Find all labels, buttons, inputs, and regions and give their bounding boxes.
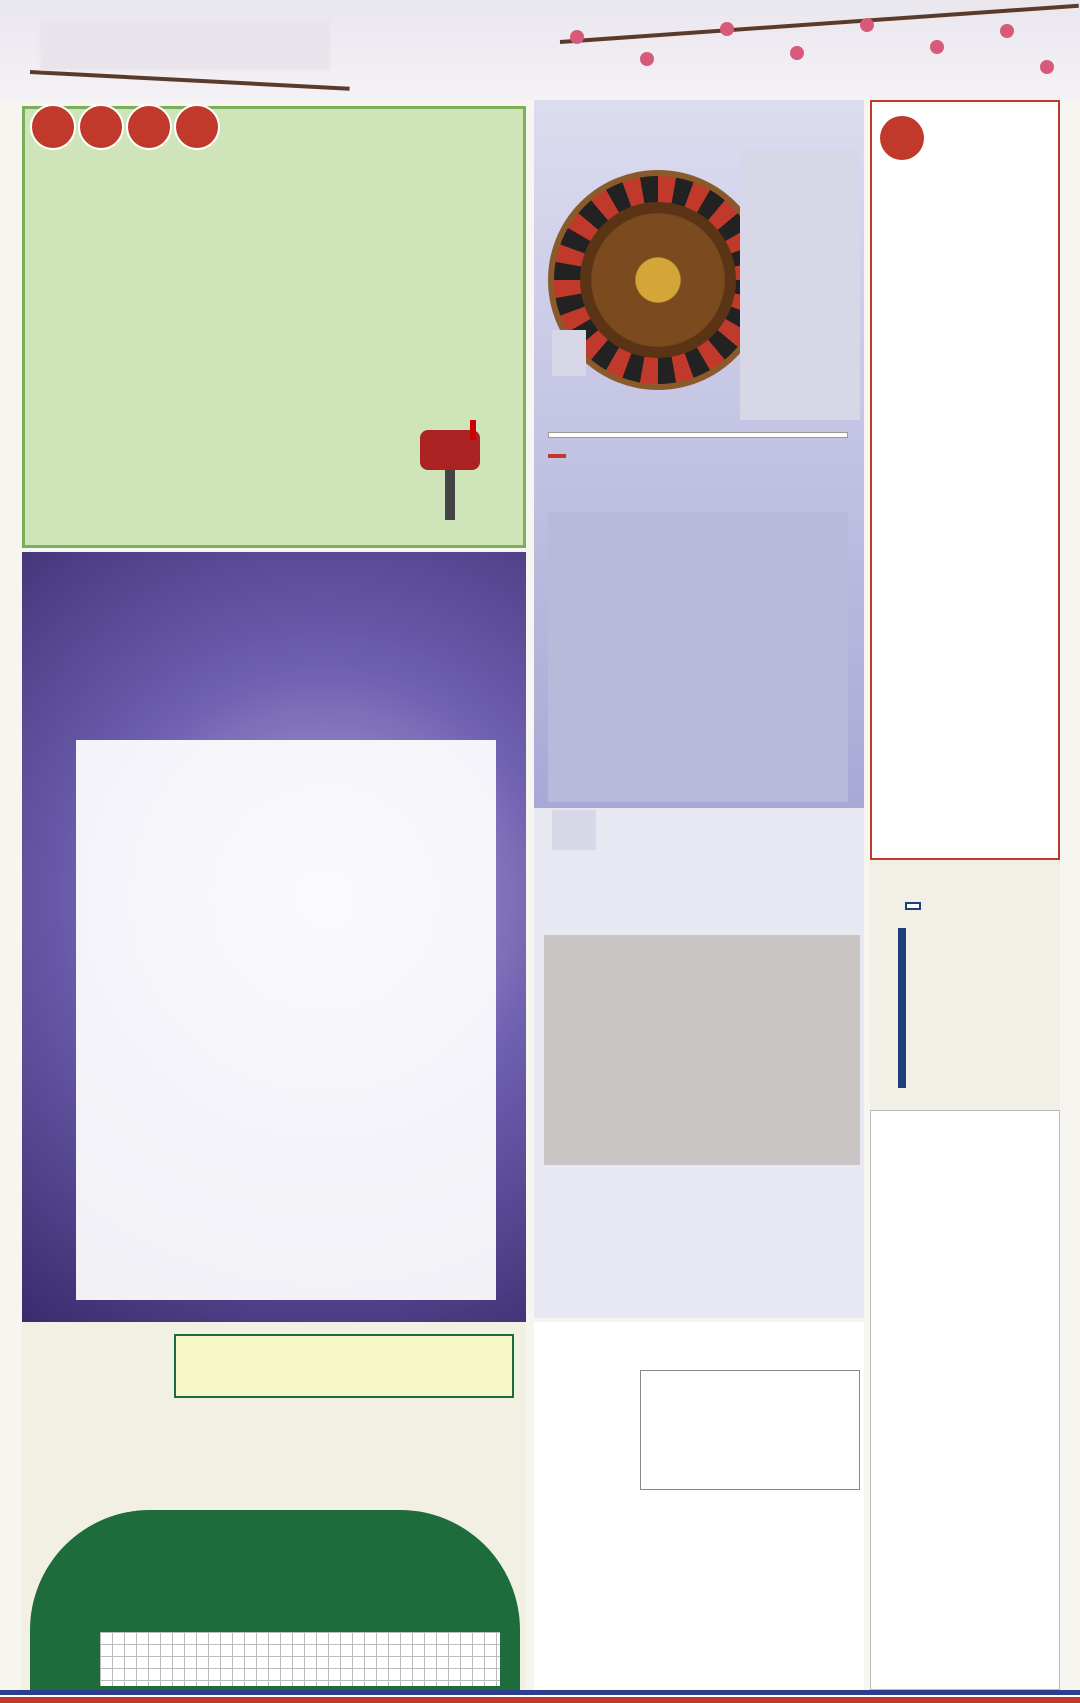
header-banner bbox=[0, 0, 1080, 100]
branch-decoration bbox=[30, 70, 350, 91]
fantan-table bbox=[30, 1510, 520, 1690]
bottom-bar bbox=[0, 1690, 1080, 1703]
stone-text bbox=[544, 1166, 860, 1168]
blossom-icon bbox=[860, 18, 874, 32]
forum-left-column bbox=[34, 150, 266, 530]
renzhen-grid bbox=[640, 1370, 860, 1490]
readers-forum-title bbox=[30, 104, 222, 154]
blossom-icon bbox=[1040, 60, 1054, 74]
forum-title-char bbox=[30, 104, 76, 150]
forum-title-char bbox=[174, 104, 220, 150]
wang-title bbox=[880, 116, 924, 166]
blossom-icon bbox=[720, 22, 734, 36]
lotto-article bbox=[76, 740, 496, 1300]
forum-title-char bbox=[78, 104, 124, 150]
blurred-area bbox=[552, 330, 586, 376]
forum-right-column bbox=[282, 150, 516, 420]
wang-title-big bbox=[880, 116, 924, 160]
poem-tag bbox=[905, 902, 921, 910]
blossom-icon bbox=[570, 30, 584, 44]
roulette-hub bbox=[580, 202, 736, 358]
forum-title-char bbox=[126, 104, 172, 150]
lotto-article-left bbox=[82, 744, 282, 1294]
poem-body bbox=[898, 928, 906, 1088]
branch-decoration bbox=[560, 4, 1079, 44]
blossom-icon bbox=[790, 46, 804, 60]
blurred-area bbox=[740, 150, 860, 420]
blossom-icon bbox=[640, 52, 654, 66]
wang-body bbox=[875, 176, 1057, 686]
fantan-grid bbox=[100, 1632, 500, 1686]
lotto-article-right bbox=[288, 744, 490, 1294]
stones-photo bbox=[544, 935, 860, 1165]
blossom-icon bbox=[1000, 24, 1014, 38]
blurred-area bbox=[552, 810, 596, 850]
suyu-body bbox=[876, 1206, 1054, 1666]
mailbox-illustration bbox=[400, 410, 500, 520]
hint-table-head bbox=[548, 432, 848, 438]
header-blurred-area bbox=[40, 20, 330, 70]
hint-table bbox=[548, 432, 848, 438]
blurred-area bbox=[548, 512, 848, 802]
special-code-banner bbox=[174, 1334, 514, 1398]
hint-table-side-label bbox=[548, 454, 566, 458]
blossom-icon bbox=[930, 40, 944, 54]
